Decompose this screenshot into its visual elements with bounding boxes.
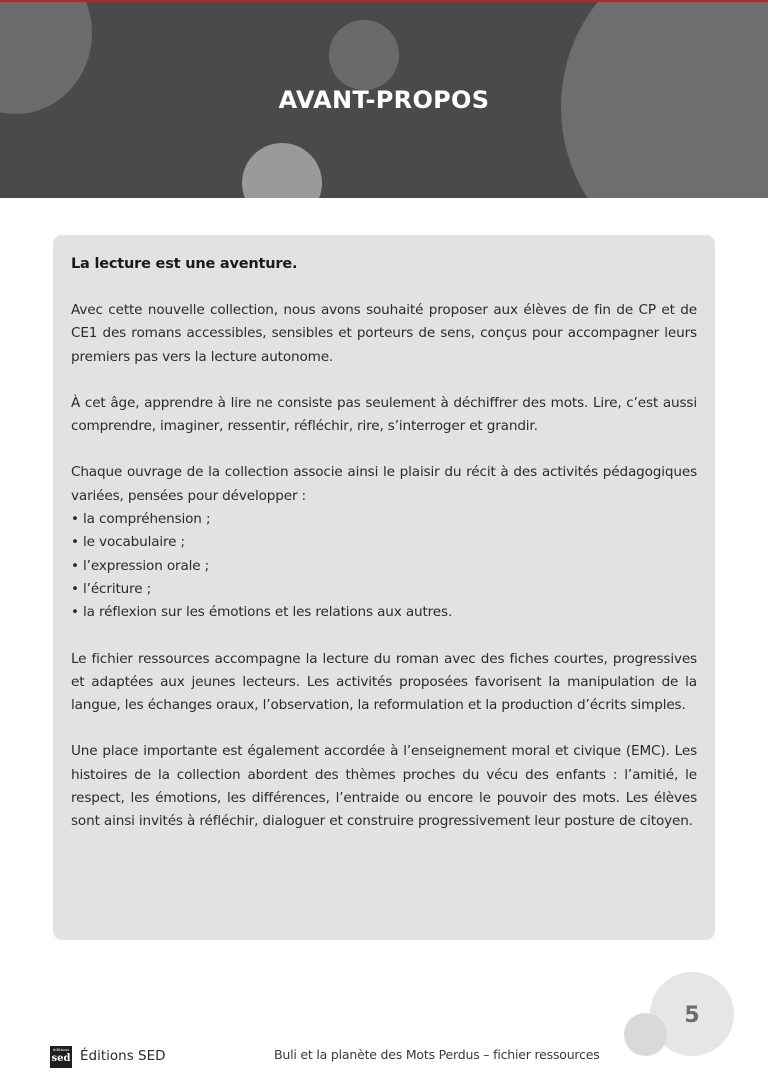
list-item: • l’expression orale ; bbox=[71, 555, 697, 578]
skills-list bbox=[71, 508, 697, 624]
list-item: • l’écriture ; bbox=[71, 578, 697, 601]
decorative-circle bbox=[624, 1013, 667, 1056]
header-banner bbox=[0, 0, 768, 198]
publisher-logo bbox=[50, 1046, 72, 1068]
book-title: Buli et la planète des Mots Perdus – fichier ressources bbox=[274, 1047, 600, 1062]
page-title: AVANT-PROPOS bbox=[278, 86, 490, 114]
list-item: • la réflexion sur les émotions et les relations aux autres. bbox=[71, 601, 697, 624]
foreword-heading: La lecture est une aventure. bbox=[71, 256, 298, 272]
paragraph-intro: Avec cette nouvelle collection, nous avons souhaité proposer aux élèves de fin de CP et de CE1 des romans accessibles, sensibles et porteurs de sens, conçus pour accompagner leurs premiers pas vers la lecture autonome. bbox=[71, 302, 697, 365]
paragraph-activities: Chaque ouvrage de la collection associe ainsi le plaisir du récit à des activités pédagogiques variées, pensées pour développer : bbox=[71, 464, 697, 504]
logo-big-text: sed bbox=[51, 1053, 71, 1064]
page-number: 5 bbox=[684, 1003, 700, 1028]
paragraph-resources: Le fichier ressources accompagne la lecture du roman avec des fiches courtes, progressives et adaptées aux jeunes lecteurs. Les activités proposées favorisent la manipulation de la langue, les échanges oraux, l’observation, la reformulation et la production d’écrits simples. bbox=[71, 650, 697, 714]
publisher-name: Éditions SED bbox=[80, 1048, 166, 1064]
foreword-box bbox=[53, 235, 715, 940]
logo-small-text: éditions bbox=[52, 1047, 70, 1052]
paragraph-emc: Une place importante est également accordée à l’enseignement moral et civique (EMC). Les histoires de la collection abordent des thèmes proches du vécu des enfants : l’amitié, le respect, les émotions, les différences, l’entraide ou encore le pouvoir des mots. Les élèves sont ainsi invités à réfléchir, dialoguer et construire progressivement leur posture de citoyen. bbox=[71, 743, 697, 830]
list-item: • la compréhension ; bbox=[71, 508, 697, 531]
decorative-circle bbox=[242, 143, 322, 198]
decorative-circle bbox=[329, 20, 399, 90]
paragraph-age: À cet âge, apprendre à lire ne consiste pas seulement à déchiffrer des mots. Lire, c’est aussi comprendre, imaginer, ressentir, réfléchir, rire, s’interroger et grandir. bbox=[71, 394, 697, 435]
list-item: • le vocabulaire ; bbox=[71, 531, 697, 554]
